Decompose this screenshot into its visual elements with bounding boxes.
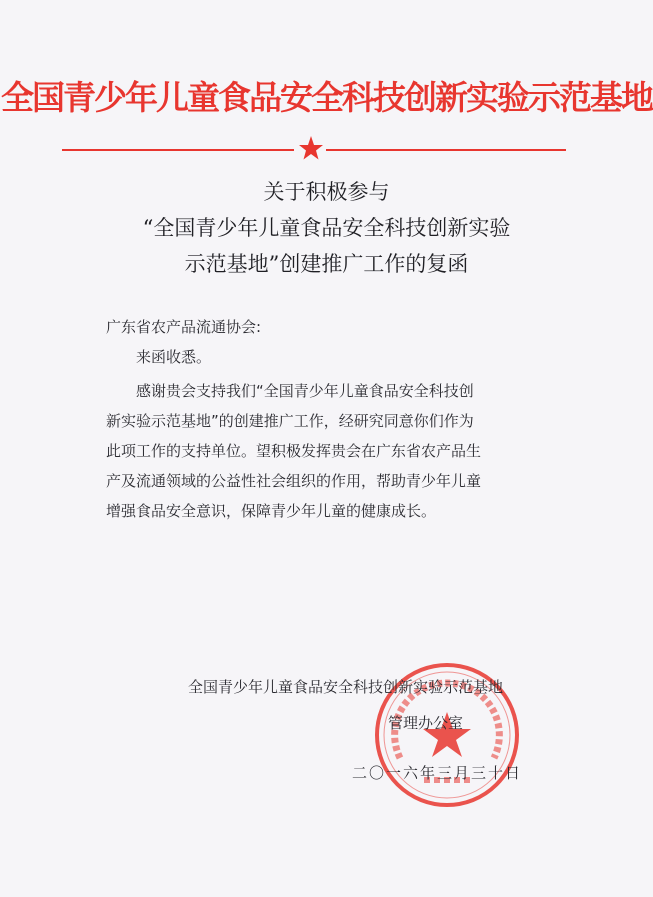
paragraph-acknowledgement: 来函收悉。 xyxy=(136,348,212,366)
signature-office: 管理办公室 xyxy=(388,714,464,732)
letterhead-title: 全国青少年儿童食品安全科技创新实验示范基地 xyxy=(1,78,652,117)
letterhead-rule-left xyxy=(62,149,294,151)
paragraph-body xyxy=(106,376,551,526)
title-line-3: 示范基地”创建推广工作的复函 xyxy=(184,252,469,276)
body-line-4: 产及流通领域的公益性社会组织的作用，帮助青少年儿童 xyxy=(106,472,482,490)
body-line-5: 增强食品安全意识，保障青少年儿童的健康成长。 xyxy=(106,502,437,520)
body-line-3: 此项工作的支持单位。望积极发挥贵会在广东省农产品生 xyxy=(106,442,482,460)
signature-date: 二〇一六年三月三十日 xyxy=(352,764,523,782)
body-line-2: 新实验示范基地”的创建推广工作，经研究同意你们作为 xyxy=(106,412,474,430)
body-line-1: 感谢贵会支持我们“全国青少年儿童食品安全科技创 xyxy=(136,382,474,400)
letterhead-rule-right xyxy=(326,149,566,151)
star-icon xyxy=(298,135,324,161)
title-line-2: “全国青少年儿童食品安全科技创新实验 xyxy=(142,216,511,240)
document-title xyxy=(0,174,653,282)
salutation: 广东省农产品流通协会: xyxy=(106,318,262,336)
title-line-1: 关于积极参与 xyxy=(263,180,390,204)
signature-organization: 全国青少年儿童食品安全科技创新实验示范基地 xyxy=(188,678,504,696)
